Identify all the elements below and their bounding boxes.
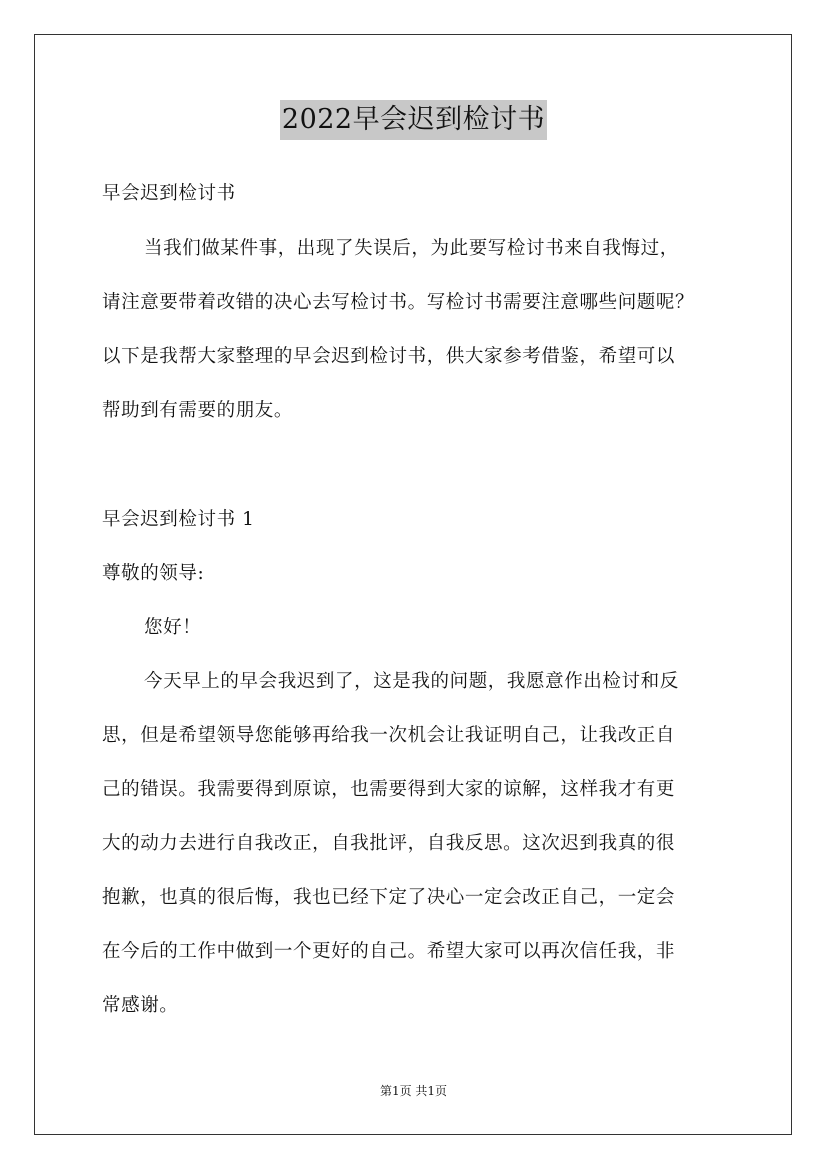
body-line-1: 今天早上的早会我迟到了，这是我的问题，我愿意作出检讨和反	[144, 671, 679, 692]
intro-line-2: 请注意要带着改错的决心去写检讨书。写检讨书需要注意哪些问题呢？	[102, 292, 695, 313]
intro-line-3: 以下是我帮大家整理的早会迟到检讨书，供大家参考借鉴，希望可以	[102, 346, 676, 367]
intro-line-1: 当我们做某件事，出现了失误后，为此要写检讨书来自我悔过，	[144, 238, 679, 259]
body-line-4: 大的动力去进行自我改正，自我批评，自我反思。这次迟到我真的很	[102, 833, 676, 854]
section-heading: 早会迟到检讨书 1	[102, 509, 255, 530]
document-subtitle: 早会迟到检讨书	[102, 183, 236, 204]
title-container	[0, 100, 827, 140]
document-title: 2022早会迟到检讨书	[280, 100, 547, 140]
body-line-5: 抱歉，也真的很后悔，我也已经下定了决心一定会改正自己，一定会	[102, 887, 676, 908]
intro-line-4: 帮助到有需要的朋友。	[102, 400, 294, 421]
body-line-7: 常感谢。	[102, 995, 179, 1016]
body-line-3: 己的错误。我需要得到原谅，也需要得到大家的谅解，这样我才有更	[102, 779, 676, 800]
body-line-2: 思，但是希望领导您能够再给我一次机会让我证明自己，让我改正自	[102, 725, 676, 746]
body-line-6: 在今后的工作中做到一个更好的自己。希望大家可以再次信任我，非	[102, 941, 676, 962]
salutation: 尊敬的领导:	[102, 563, 205, 584]
page-number-footer: 第1页 共1页	[379, 1084, 448, 1098]
greeting: 您好！	[144, 617, 202, 638]
